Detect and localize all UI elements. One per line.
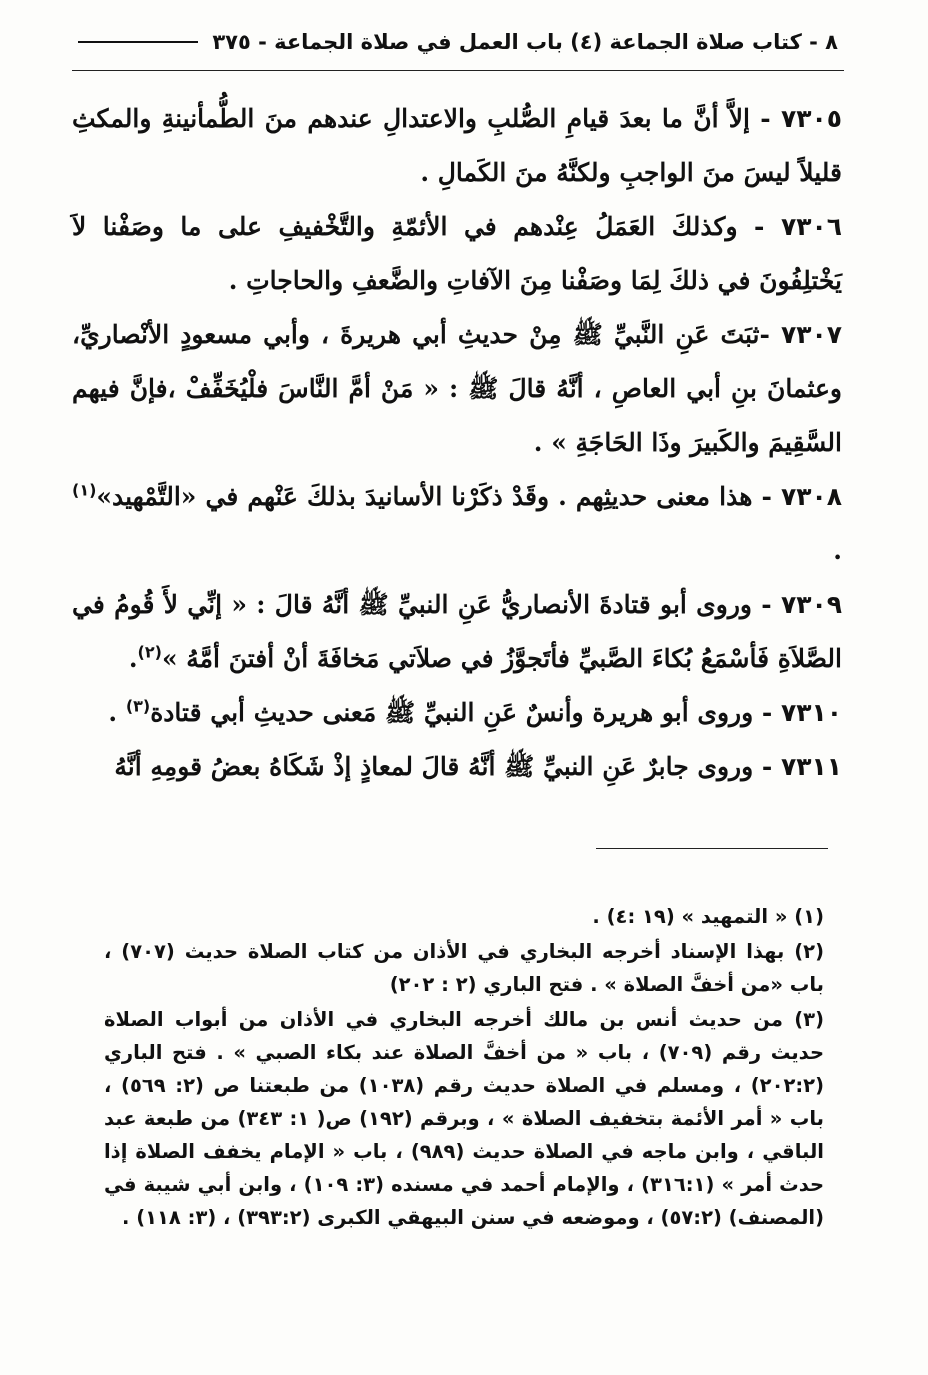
footnote-number: (٣) — [794, 1008, 824, 1031]
paragraph-text: - هذا معنى حديثِهم . وقَدْ ذكَرْنا الأسانيدَ بذلكَ عَنْهم في «التَّمْهيد» — [96, 482, 781, 511]
paragraph-7305 — [72, 92, 842, 200]
footnote-number: (٢) — [794, 940, 824, 963]
footnote-ref: (٣) — [125, 696, 151, 716]
paragraph-number: ٧٣٠٥ — [780, 104, 842, 133]
paragraph-7311 — [72, 740, 842, 794]
footnotes — [104, 900, 824, 1236]
main-text — [72, 92, 842, 794]
paragraph-number: ٧٣١١ — [780, 752, 842, 781]
paragraph-7308 — [72, 470, 842, 578]
paragraph-tail: . — [108, 698, 126, 727]
paragraph-number: ٧٣٠٧ — [780, 320, 842, 349]
footnote-ref: (٢) — [137, 642, 162, 662]
paragraph-tail: . — [833, 536, 842, 565]
running-header — [78, 22, 838, 62]
footnote-text: بهذا الإسناد أخرجه البخاري في الأذان من كتاب الصلاة حديث (٧٠٧) ، باب «من أخفَّ الصلاة » . فتح الباري (٢ : ٢٠٢) — [104, 940, 824, 996]
paragraph-number: ٧٣٠٨ — [780, 482, 842, 511]
paragraph-text: - وكذلكَ العَمَلُ عِنْدهم في الأئمّةِ والتَّخْفيفِ على ما وصَفْنا لاَ يَخْتلِفُونَ في ذلكَ لِمَا وصَفْنا مِنَ الآفاتِ والضَّعفِ والحاجاتِ . — [72, 212, 842, 295]
header-text: ٨ - كتاب صلاة الجماعة (٤) باب العمل في صلاة الجماعة - ٣٧٥ — [212, 30, 838, 54]
footnote-ref: (١) — [72, 480, 97, 500]
footnote-text: « التمهيد » (١٩ :٤) . — [592, 905, 795, 928]
paragraph-number: ٧٣٠٦ — [780, 212, 842, 241]
paragraph-7310 — [72, 686, 842, 740]
footnote-separator — [596, 848, 828, 849]
header-rule — [78, 41, 198, 43]
paragraph-text: -ثبَتَ عَنِ النَّبيِّ ﷺ مِنْ حديثِ أبي هريرةَ ، وأبي مسعودٍ الأنْصاريِّ، وعثمانَ بنِ أبي العاصِ ، أنَّهُ قالَ ﷺ : « مَنْ أمَّ النَّاسَ فلْيُخَفِّفْ ،فإنَّ فيهم السَّقِيمَ والكَبيرَ وذَا الحَاجَةِ » . — [72, 320, 842, 457]
paragraph-7309 — [72, 578, 842, 686]
footnote-number: (١) — [794, 905, 824, 928]
header-underline — [72, 70, 844, 71]
paragraph-text: - إلاَّ أنَّ ما بعدَ قيامِ الصُّلبِ والاعتدالِ عندهم منَ الطُّمأنينةِ والمكثِ قليلاً ليسَ منَ الواجبِ ولكنَّهُ منَ الكَمالِ . — [72, 104, 842, 187]
footnote-1 — [104, 900, 824, 933]
footnote-2 — [104, 935, 824, 1001]
paragraph-number: ٧٣١٠ — [780, 698, 842, 727]
paragraph-7306 — [72, 200, 842, 308]
paragraph-number: ٧٣٠٩ — [780, 590, 842, 619]
paragraph-text: - وروى أبو هريرة وأنسٌ عَنِ النبيِّ ﷺ مَعنى حديثِ أبي قتادة — [150, 698, 781, 727]
footnote-3 — [104, 1003, 824, 1234]
paragraph-7307 — [72, 308, 842, 470]
paragraph-text: - وروى جابرٌ عَنِ النبيِّ ﷺ أنَّهُ قالَ لمعاذٍ إذْ شَكَاهُ بعضُ قومِهِ أنَّهُ — [114, 752, 781, 781]
paragraph-text: - وروى أبو قتادةَ الأنصاريُّ عَنِ النبيِّ ﷺ أنَّهُ قالَ : « إنِّي لأَ قُومُ في الصَّلاَةِ فَأسْمَعُ بُكاءَ الصَّبيِّ فأتَجوَّزُ في صلاَتي مَخافَةَ أنْ أفتنَ أمَّهُ » — [72, 590, 842, 673]
footnote-text: من حديث أنس بن مالك أخرجه البخاري في الأذان من أبواب الصلاة حديث رقم (٧٠٩) ، باب « من أخفَّ الصلاة عند بكاء الصبي » . فتح الباري (٢٠٢:٢) ، ومسلم في الصلاة حديث رقم (١٠٣٨) من طبعتنا ص (٢: ٥٦٩) ، باب « أمر الأئمة بتخفيف الصلاة » ، وبرقم (١٩٢) ص( ١: ٣٤٣) من طبعة عبد الباقي ، وابن ماجه في الصلاة حديث (٩٨٩) ، باب « الإمام يخفف الصلاة إذا حدث أمر » (٣١٦:١) ، والإمام أحمد في مسنده (٣: ١٠٩) ، وابن أبي شيبة في (المصنف) (٥٧:٢) ، وموضعه في سنن البيهقي الكبرى (٣٩٣:٢) ، (٣: ١١٨) . — [104, 1008, 825, 1229]
paragraph-tail: . — [128, 644, 138, 673]
